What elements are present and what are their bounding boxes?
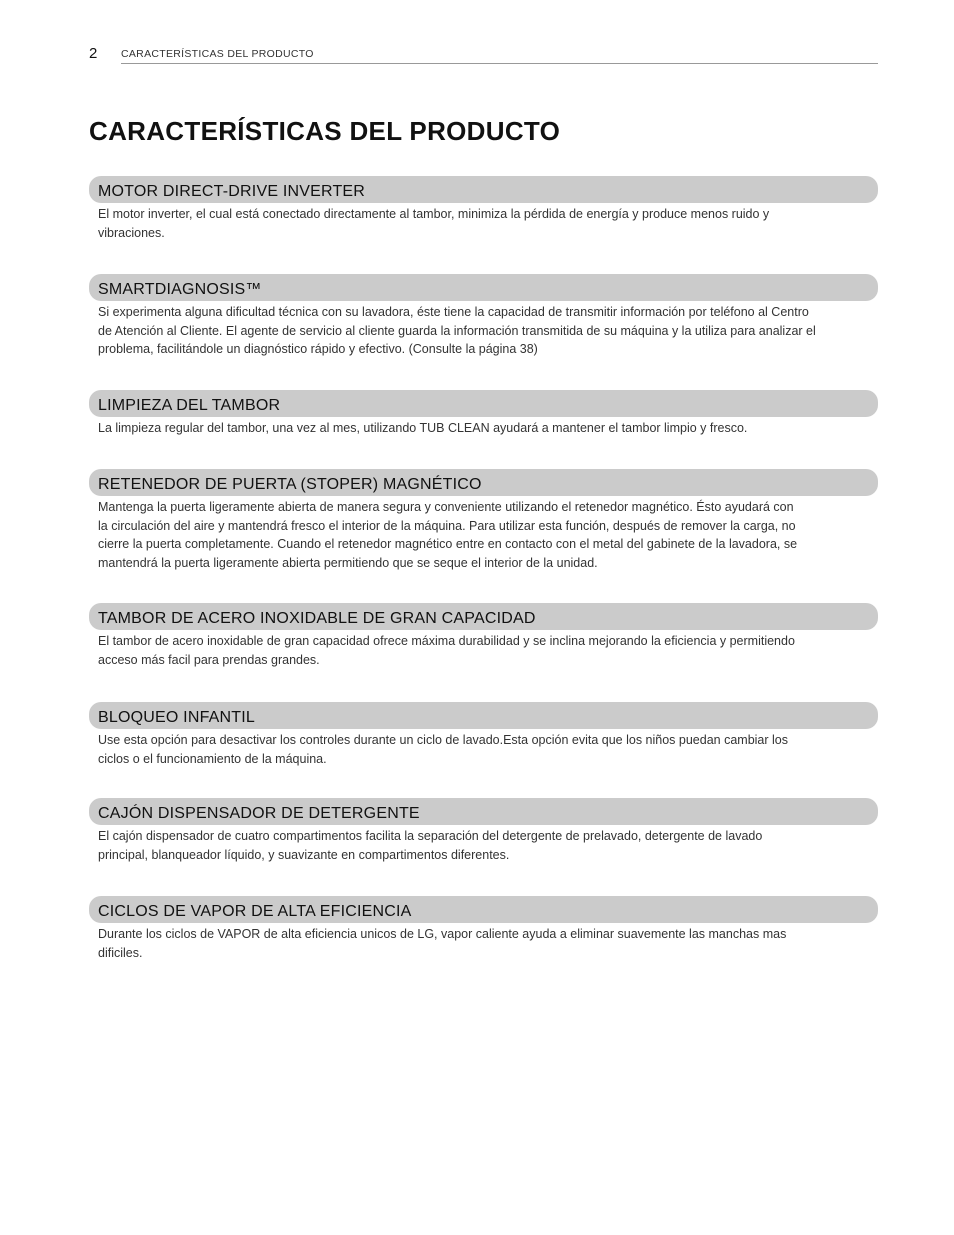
- section-body: [89, 827, 878, 864]
- section-heading: SMARTDIAGNOSIS™: [89, 274, 878, 301]
- feature-section: [89, 798, 878, 864]
- feature-section: [89, 603, 878, 669]
- body-line: Mantenga la puerta ligeramente abierta de manera segura y conveniente utilizando el retenedor magnético. Ésto ayudará con: [98, 500, 794, 514]
- body-line: problema, facilitándole un diagnóstico rápido y efectivo. (Consulte la página 38): [98, 342, 538, 356]
- body-line: mantendrá la puerta ligeramente abierta permitiendo que se seque el interior de la unidad.: [98, 555, 598, 570]
- body-line: dificiles.: [98, 945, 143, 960]
- page-number: 2: [89, 45, 98, 62]
- section-body: [89, 498, 878, 572]
- page-title: CARACTERÍSTICAS DEL PRODUCTO: [89, 116, 561, 146]
- running-header: CARACTERÍSTICAS DEL PRODUCTO: [121, 48, 314, 60]
- section-heading: CAJÓN DISPENSADOR DE DETERGENTE: [89, 798, 878, 825]
- section-body: [89, 632, 878, 669]
- section-heading: BLOQUEO INFANTIL: [89, 702, 878, 729]
- section-body: [89, 419, 878, 438]
- section-heading: TAMBOR DE ACERO INOXIDABLE DE GRAN CAPACIDAD: [89, 603, 878, 630]
- section-body: [89, 731, 878, 768]
- body-line: vibraciones.: [98, 225, 165, 240]
- section-body: [89, 205, 878, 242]
- body-line: Use esta opción para desactivar los controles durante un ciclo de lavado.Esta opción evita que los niños puedan cambiar los: [98, 733, 788, 747]
- feature-section: [89, 896, 878, 962]
- feature-section: [89, 469, 878, 572]
- body-line: El tambor de acero inoxidable de gran capacidad ofrece máxima durabilidad y se inclina mejorando la eficiencia y permitiendo: [98, 634, 795, 648]
- feature-section: [89, 274, 878, 359]
- body-line: Si experimenta alguna dificultad técnica con su lavadora, éste tiene la capacidad de transmitir información por teléfono al Centro: [98, 305, 809, 319]
- body-line: cierre la puerta completamente. Cuando el retenedor magnético entre en contacto con el metal del gabinete de la lavadora, se: [98, 537, 798, 551]
- feature-section: [89, 176, 878, 242]
- body-line: principal, blanqueador líquido, y suavizante en compartimentos diferentes.: [98, 847, 510, 862]
- section-heading: CICLOS DE VAPOR DE ALTA EFICIENCIA: [89, 896, 878, 923]
- section-body: [89, 303, 878, 359]
- body-line: El cajón dispensador de cuatro compartimentos facilita la separación del detergente de prelavado, detergente de lavado: [98, 829, 763, 843]
- body-line: de Atención al Cliente. El agente de servicio al cliente guarda la información transmitida de su máquina y la utiliza para analizar el: [98, 323, 816, 338]
- feature-section: [89, 390, 878, 438]
- body-line: acceso más facil para prendas grandes.: [98, 652, 320, 667]
- body-line: Durante los ciclos de VAPOR de alta eficiencia unicos de LG, vapor caliente ayuda a eliminar suavemente las manchas mas: [98, 927, 787, 941]
- section-heading: LIMPIEZA DEL TAMBOR: [89, 390, 878, 417]
- body-line: ciclos o el funcionamiento de la máquina.: [98, 751, 327, 766]
- body-line: El motor inverter, el cual está conectado directamente al tambor, minimiza la pérdida de energía y produce menos ruido y: [98, 207, 770, 221]
- header-rule: [121, 63, 878, 64]
- body-line: la circulación del aire y mantendrá fresco el interior de la máquina. Para utilizar esta función, después de remover la carga, no: [98, 518, 796, 533]
- feature-section: [89, 702, 878, 768]
- body-line: La limpieza regular del tambor, una vez al mes, utilizando TUB CLEAN ayudará a mantener el tambor limpio y fresco.: [98, 421, 748, 435]
- section-heading: MOTOR DIRECT-DRIVE INVERTER: [89, 176, 878, 203]
- section-heading: RETENEDOR DE PUERTA (STOPER) MAGNÉTICO: [89, 469, 878, 496]
- section-body: [89, 925, 878, 962]
